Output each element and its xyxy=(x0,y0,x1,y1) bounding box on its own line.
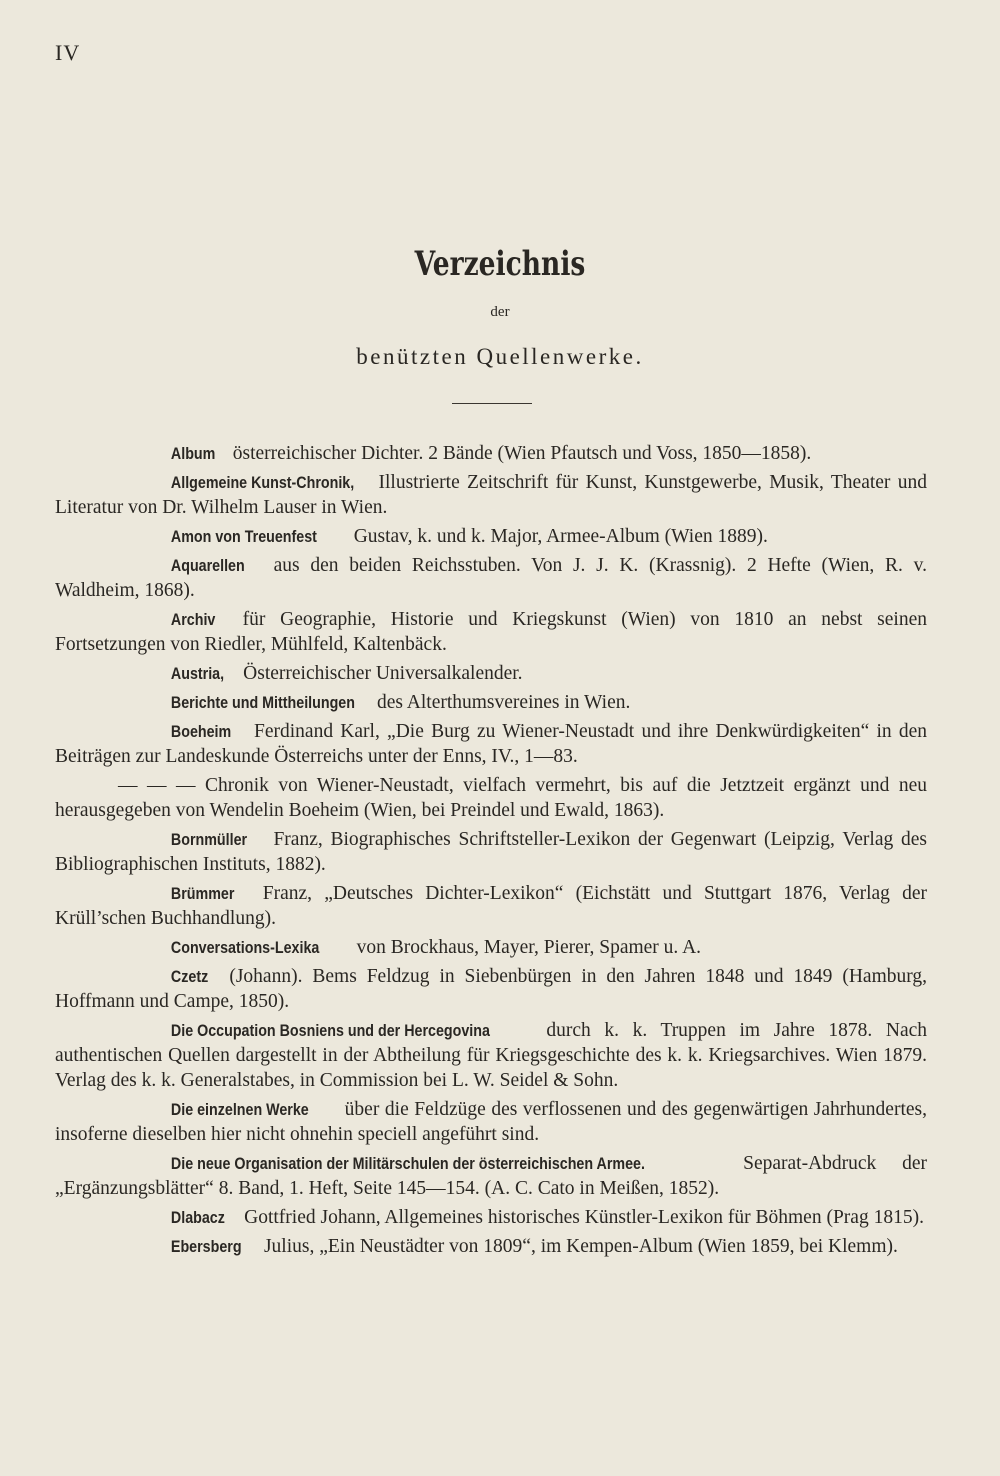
entry-text: Franz, „Deutsches Dichter-Lexikon“ (Eichstätt und Stuttgart 1876, Verlag der Krüll’schen Buchhandlung). xyxy=(55,883,927,929)
entry-text: von Brockhaus, Mayer, Pierer, Spamer u. A. xyxy=(356,937,702,958)
entry-keyword: Conversations-Lexika xyxy=(170,938,320,957)
entry-text: Gottfried Johann, Allgemeines historisches Künstler-Lexikon für Böhmen (Prag 1815). xyxy=(244,1207,924,1228)
bibliography-entry xyxy=(55,1205,927,1230)
subtitle-main: benützten Quellenwerke. xyxy=(356,344,644,369)
entry-keyword: Boeheim xyxy=(170,722,232,741)
entry-keyword: Dlabacz xyxy=(170,1208,225,1227)
bibliography-entry xyxy=(55,441,927,466)
bibliography-list xyxy=(55,441,927,1263)
bibliography-entry xyxy=(55,1018,927,1093)
entry-text: — — — Chronik von Wiener-Neustadt, vielfach vermehrt, bis auf die Jetztzeit ergänzt und neu herausgegeben von Wendelin Boeheim (Wien, bei Preindel und Ewald, 1863). xyxy=(55,775,927,821)
bibliography-entry xyxy=(55,553,927,603)
bibliography-entry xyxy=(55,690,927,715)
entry-keyword: Allgemeine Kunst-Chronik, xyxy=(170,473,355,492)
entry-keyword: Archiv xyxy=(170,610,216,629)
entry-keyword: Berichte und Mittheilungen xyxy=(170,693,355,712)
page-title: Verzeichnis xyxy=(414,244,586,284)
entry-keyword: Die neue Organisation der Militärschulen der österreichischen Armee. xyxy=(170,1154,645,1173)
bibliography-entry xyxy=(55,827,927,877)
page-number: IV xyxy=(55,40,81,65)
bibliography-entry xyxy=(55,1151,927,1201)
bibliography-entry xyxy=(55,470,927,520)
entry-text: österreichischer Dichter. 2 Bände (Wien Pfautsch und Voss, 1850—1858). xyxy=(232,443,812,464)
bibliography-entry xyxy=(55,607,927,657)
bibliography-entry xyxy=(55,661,927,686)
entry-text: Franz, Biographisches Schriftsteller-Lexikon der Gegenwart (Leipzig, Verlag des Bibliographischen Instituts, 1882). xyxy=(55,829,927,875)
entry-keyword: Czetz xyxy=(170,967,209,986)
entry-text: Julius, „Ein Neustädter von 1809“, im Kempen-Album (Wien 1859, bei Klemm). xyxy=(263,1236,898,1257)
entry-keyword: Amon von Treuenfest xyxy=(170,527,317,546)
entry-text: Österreichischer Universalkalender. xyxy=(243,663,523,684)
entry-keyword: Die Occupation Bosniens und der Hercegovina xyxy=(170,1021,490,1040)
title-divider xyxy=(452,403,532,404)
entry-text: für Geographie, Historie und Kriegskunst (Wien) von 1810 an nebst seinen Fortsetzungen von Riedler, Mühlfeld, Kaltenbäck. xyxy=(55,609,927,655)
bibliography-entry xyxy=(55,964,927,1014)
bibliography-entry xyxy=(55,935,927,960)
bibliography-entry xyxy=(55,524,927,549)
entry-text: Illustrierte Zeitschrift für Kunst, Kunstgewerbe, Musik, Theater und Literatur von Dr. Wilhelm Lauser in Wien. xyxy=(55,472,927,518)
entry-text: durch k. k. Truppen im Jahre 1878. Nach authentischen Quellen dargestellt in der Abtheilung für Kriegsgeschichte des k. k. Kriegsarchives. Wien 1879. Verlag des k. k. Generalstabes, in Commission bei L. W. Seidel & Sohn. xyxy=(55,1020,927,1091)
entry-text: Separat-Abdruck der „Ergänzungsblätter“ 8. Band, 1. Heft, Seite 145—154. (A. C. Cato in Meißen, 1852). xyxy=(55,1153,927,1199)
entry-keyword: Album xyxy=(170,444,216,463)
entry-text: des Alterthumsvereines in Wien. xyxy=(376,692,631,713)
entry-keyword: Austria, xyxy=(170,664,225,683)
subtitle-der: der xyxy=(490,304,510,320)
bibliography-entry xyxy=(55,773,927,823)
entry-text: Ferdinand Karl, „Die Burg zu Wiener-Neustadt und ihre Denkwürdigkeiten“ in den Beiträgen zur Landeskunde Österreichs unter der Enns, IV., 1—83. xyxy=(55,721,927,767)
entry-keyword: Ebersberg xyxy=(170,1237,242,1256)
entry-text: aus den beiden Reichsstuben. Von J. J. K. (Krassnig). 2 Hefte (Wien, R. v. Waldheim, 1868). xyxy=(55,555,927,601)
bibliography-entry xyxy=(55,719,927,769)
entry-text: Gustav, k. und k. Major, Armee-Album (Wien 1889). xyxy=(353,526,768,547)
entry-text: (Johann). Bems Feldzug in Siebenbürgen in den Jahren 1848 und 1849 (Hamburg, Hoffmann und Campe, 1850). xyxy=(55,966,928,1012)
bibliography-entry xyxy=(55,1234,927,1259)
entry-keyword: Brümmer xyxy=(170,884,235,903)
entry-text: über die Feldzüge des verflossenen und des gegenwärtigen Jahrhundertes, insoferne dieselben hier nicht ohnehin speciell angeführt sind. xyxy=(55,1099,927,1145)
entry-keyword: Bornmüller xyxy=(170,830,248,849)
bibliography-entry xyxy=(55,881,927,931)
entry-keyword: Die einzelnen Werke xyxy=(170,1100,309,1119)
bibliography-entry xyxy=(55,1097,927,1147)
entry-keyword: Aquarellen xyxy=(170,556,245,575)
